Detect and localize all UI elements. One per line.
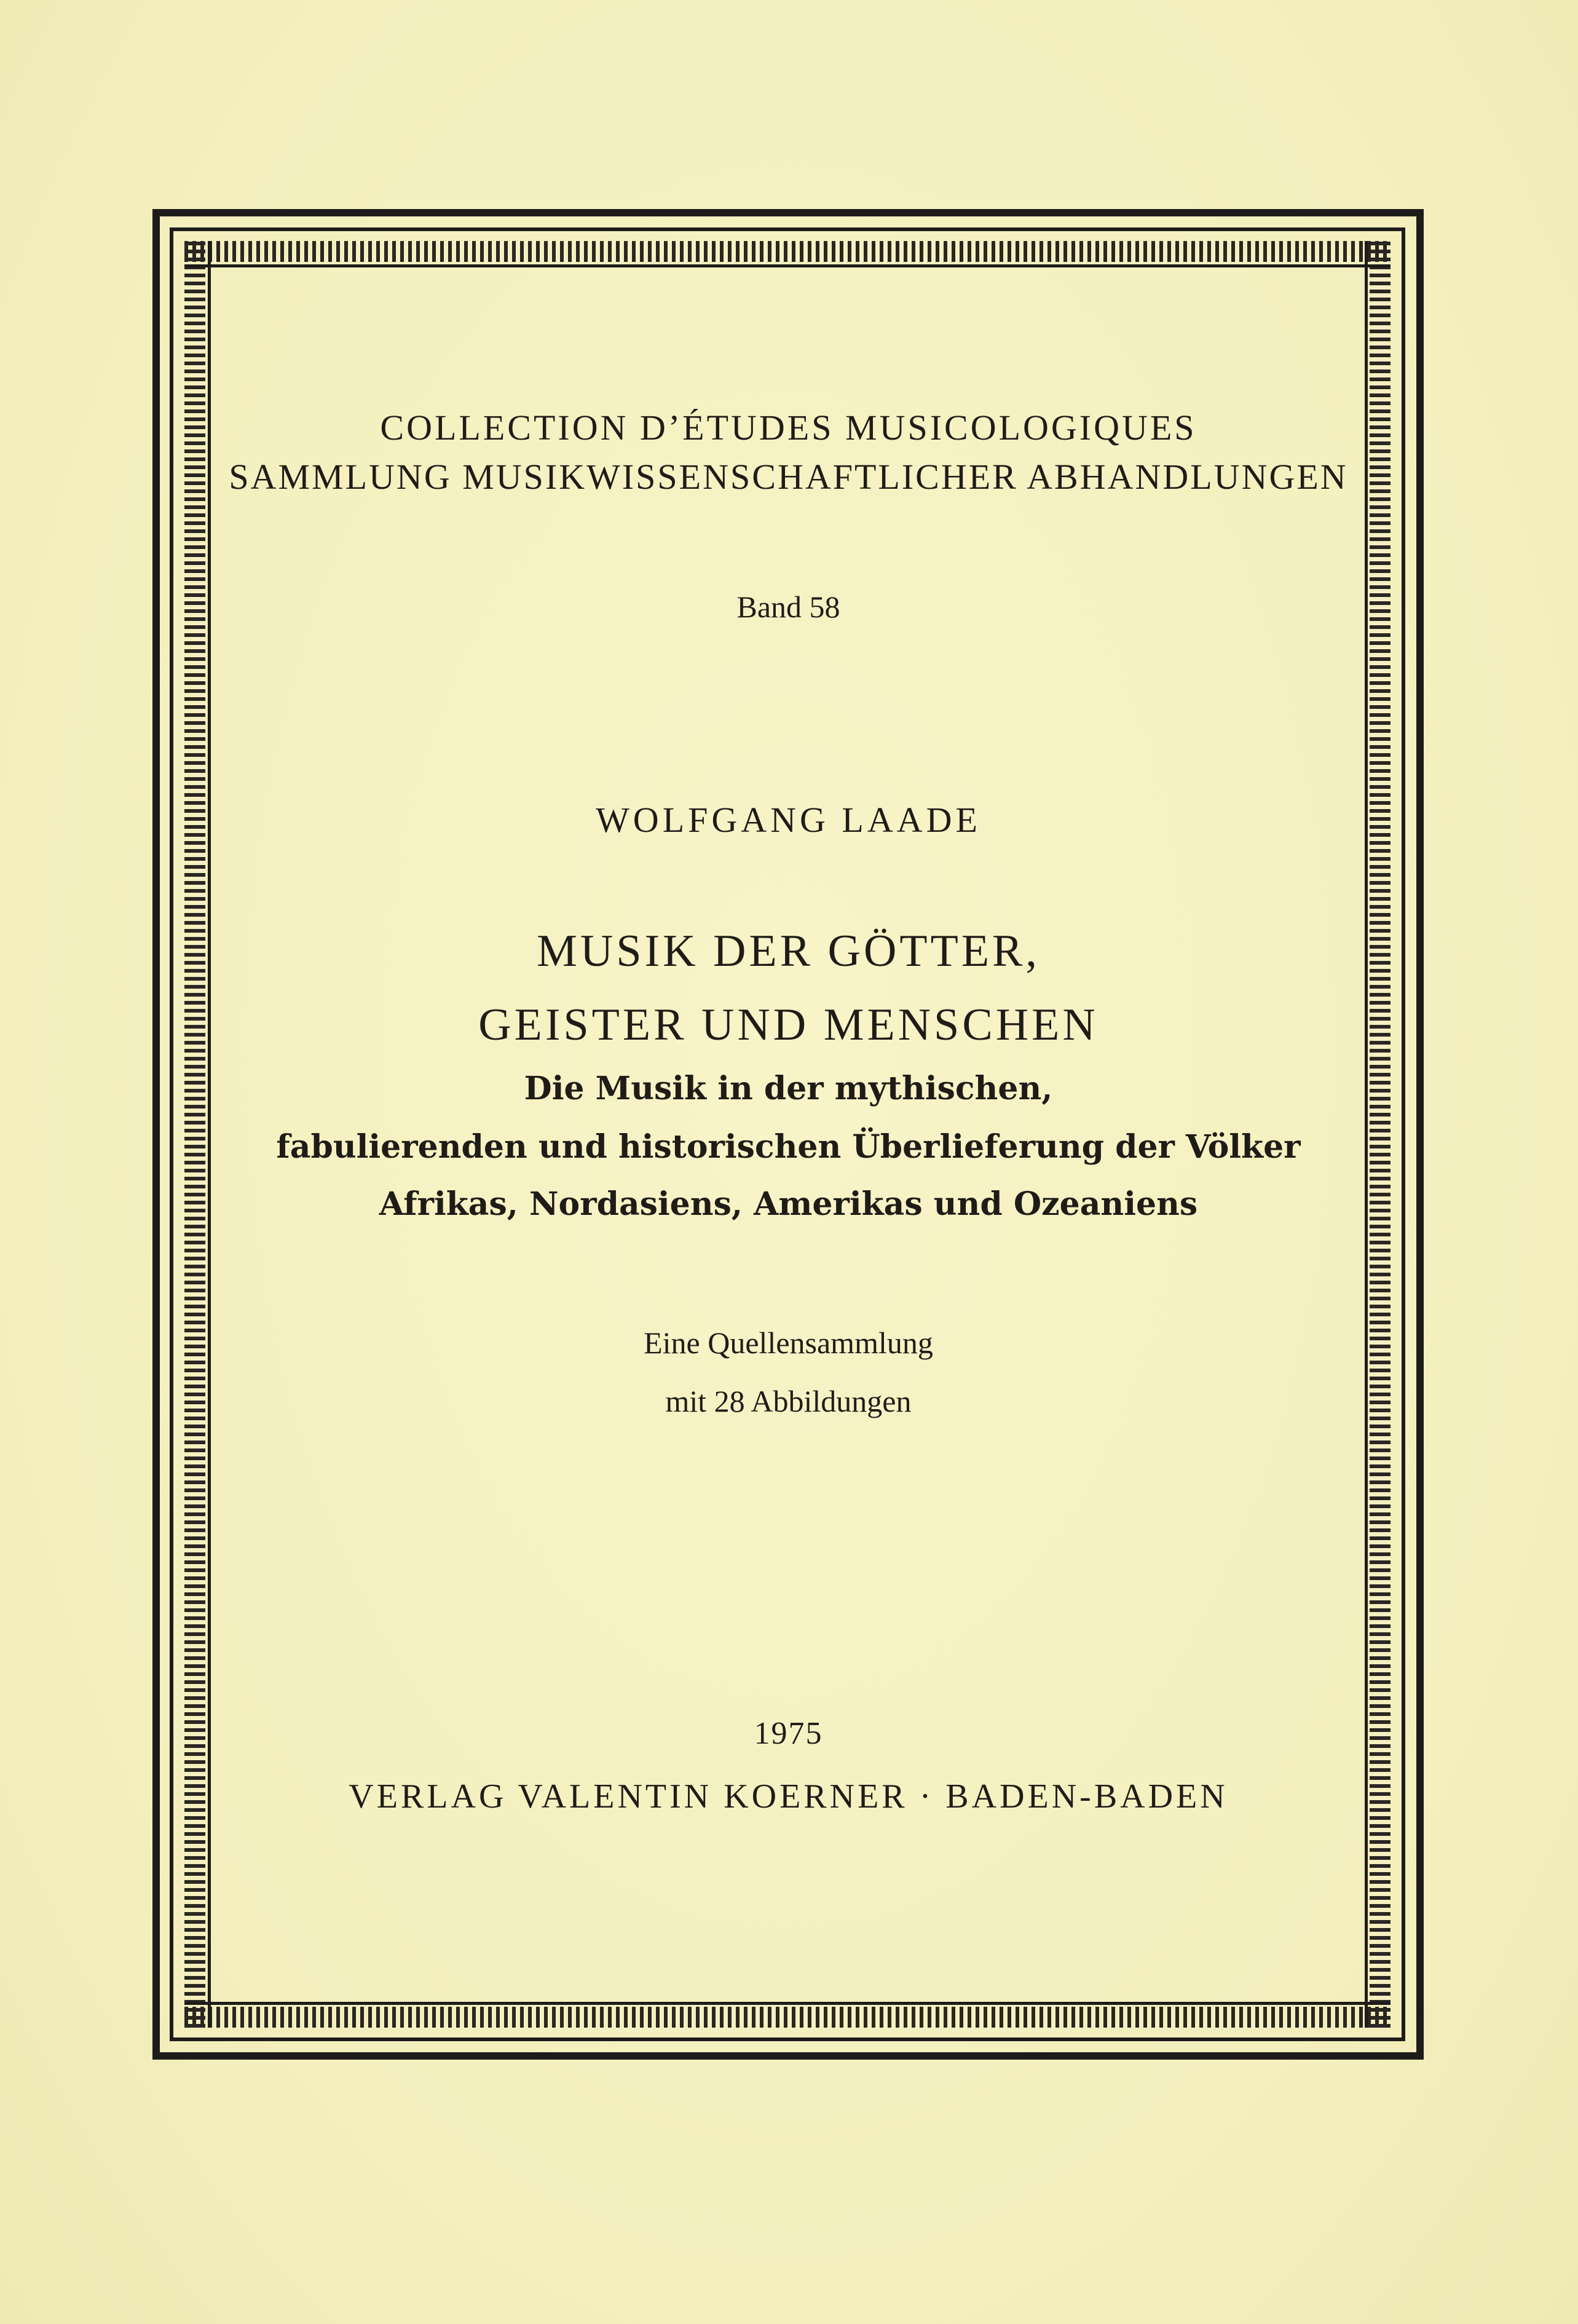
- publisher: VERLAG VALENTIN KOERNER · BADEN-BADEN: [349, 1777, 1228, 1816]
- subtitle-line-3: Afrikas, Nordasiens, Amerikas und Ozeaniens: [379, 1185, 1198, 1223]
- border-rule-left: [208, 241, 211, 2028]
- publication-year: 1975: [754, 1716, 823, 1751]
- ornamental-border-right: [1370, 241, 1391, 2028]
- author-name: WOLFGANG LAADE: [596, 800, 981, 840]
- book-title-line-1: MUSIK DER GÖTTER,: [537, 926, 1040, 976]
- volume-number: Band 58: [736, 590, 840, 624]
- source-note-line-2: mit 28 Abbildungen: [665, 1384, 912, 1418]
- book-title-line-2: GEISTER UND MENSCHEN: [478, 1000, 1099, 1050]
- series-title-german: SAMMLUNG MUSIKWISSENSCHAFTLICHER ABHANDLUNGEN: [229, 457, 1348, 497]
- border-rule-right: [1365, 241, 1368, 2028]
- cover-content: [221, 277, 1355, 1992]
- series-title-french: COLLECTION D’ÉTUDES MUSICOLOGIQUES: [380, 408, 1197, 448]
- ornamental-border-left: [184, 241, 205, 2028]
- border-rule-bottom: [184, 2002, 1391, 2005]
- subtitle-line-2: fabulierenden und historischen Überlieferung der Völker: [276, 1128, 1301, 1166]
- subtitle-line-1: Die Musik in der mythischen,: [524, 1070, 1053, 1107]
- source-note-line-1: Eine Quellensammlung: [644, 1326, 933, 1360]
- border-rule-top: [184, 264, 1391, 267]
- ornamental-border-bottom: [184, 2007, 1391, 2028]
- ornamental-border-top: [184, 241, 1391, 262]
